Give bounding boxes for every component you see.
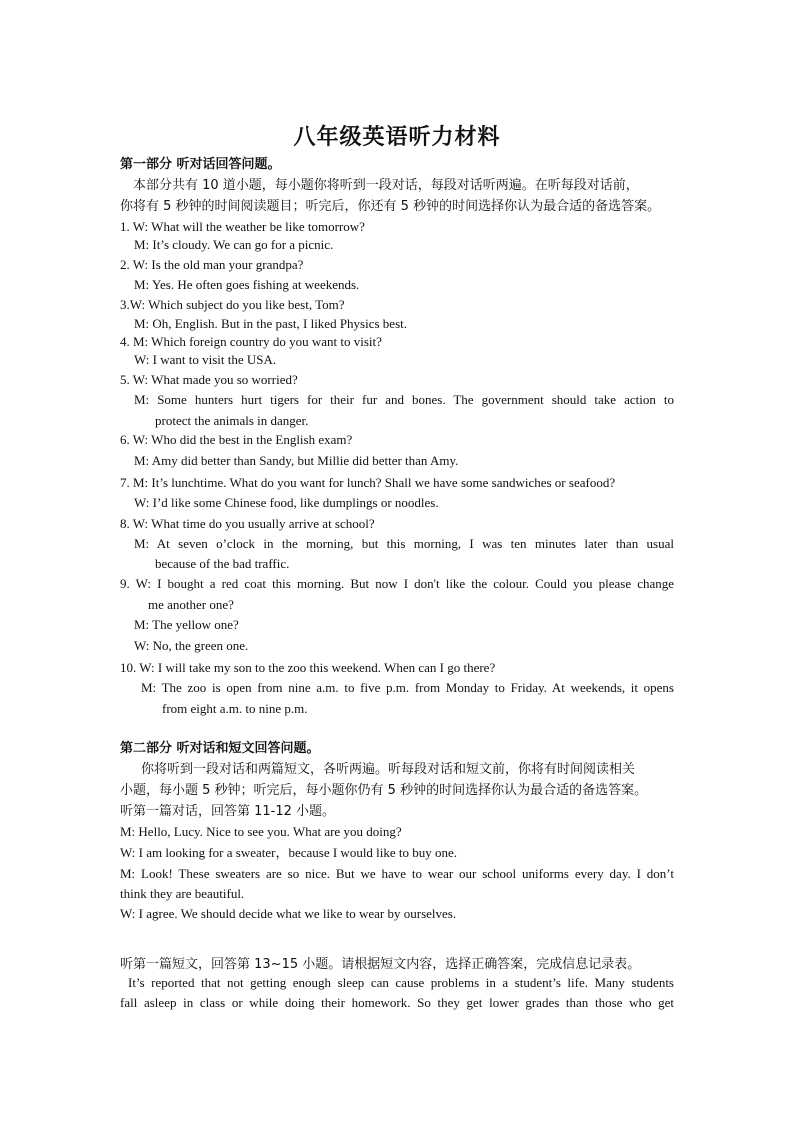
dialogue-line: W: I am looking for a sweater，because I would like to buy one. (120, 845, 458, 860)
part1-intro-line1: 本部分共有 10 道小题，每小题你将听到一段对话，每段对话听两遍。在听每段对话前， (133, 178, 639, 193)
part2-intro-line1: 你将听到一段对话和两篇短文，各听两遍。听每段对话和短文前，你将有时间阅读相关 (141, 762, 636, 777)
dialogue-line: W: I agree. We should decide what we like to wear by ourselves. (120, 906, 457, 921)
dialogue-line: 8. W: What time do you usually arrive at school? (120, 516, 375, 531)
dialogue-line: 2. W: Is the old man your grandpa? (120, 257, 304, 272)
dialogue-line: 6. W: Who did the best in the English exam? (120, 432, 353, 447)
dialogue-line: W: I’d like some Chinese food, like dumplings or noodles. (134, 495, 439, 510)
dialogue-line: M: Hello, Lucy. Nice to see you. What are you doing? (120, 824, 402, 839)
dialogue-line: M: At seven o’clock in the morning, but this morning, I was ten minutes later than usual (134, 536, 674, 551)
passage-intro: 听第一篇短文，回答第 13~15 小题。请根据短文内容，选择正确答案，完成信息记录表。 (120, 957, 641, 972)
dialogue-line: 10. W: I will take my son to the zoo this weekend. When can I go there? (120, 660, 496, 675)
dialogue-line: me another one? (148, 597, 234, 612)
dialogue-line: W: I want to visit the USA. (134, 352, 277, 367)
dialogue-line: 9. W: I bought a red coat this morning. But now I don't like the colour. Could you please change (120, 576, 674, 591)
dialogue-line: M: Yes. He often goes fishing at weekends. (134, 277, 360, 292)
dialogue-line: M: The zoo is open from nine a.m. to five p.m. from Monday to Friday. At weekends, it opens (141, 680, 674, 695)
document-title: 八年级英语听力材料 (293, 124, 501, 150)
dialogue-line: W: No, the green one. (134, 638, 249, 653)
part1-intro-line2: 你将有 5 秒钟的时间阅读题目；听完后，你还有 5 秒钟的时间选择你认为最合适的备选答案。 (120, 199, 661, 214)
dialogue-line: M: It’s cloudy. We can go for a picnic. (134, 237, 334, 252)
dialogue-intro: 听第一篇对话，回答第 11-12 小题。 (120, 804, 336, 819)
dialogue-line: 5. W: What made you so worried? (120, 372, 298, 387)
dialogue-line: 7. M: It’s lunchtime. What do you want for lunch? Shall we have some sandwiches or seafood? (120, 475, 616, 490)
dialogue-line: 3.W: Which subject do you like best, Tom? (120, 297, 345, 312)
dialogue-line: M: Amy did better than Sandy, but Millie did better than Amy. (134, 453, 459, 468)
dialogue-line: protect the animals in danger. (155, 413, 309, 428)
dialogue-line: M: Oh, English. But in the past, I liked Physics best. (134, 316, 407, 331)
dialogue-line: M: Some hunters hurt tigers for their fur and bones. The government should take action to (134, 392, 674, 407)
passage-line: fall asleep in class or while doing their homework. So they get lower grades than those who get (120, 995, 674, 1010)
part1-heading: 第一部分 听对话回答问题。 (120, 157, 281, 172)
dialogue-line: think they are beautiful. (120, 886, 245, 901)
passage-line: It’s reported that not getting enough sleep can cause problems in a student’s life. Many students (128, 975, 674, 990)
dialogue-line: 4. M: Which foreign country do you want to visit? (120, 334, 382, 349)
dialogue-line: because of the bad traffic. (155, 556, 290, 571)
dialogue-line: from eight a.m. to nine p.m. (162, 701, 308, 716)
dialogue-line: M: The yellow one? (134, 617, 239, 632)
dialogue-line: M: Look! These sweaters are so nice. But we have to wear our school uniforms every day. I don’t (120, 866, 674, 881)
part2-heading: 第二部分 听对话和短文回答问题。 (120, 741, 320, 756)
part2-intro-line2: 小题，每小题 5 秒钟；听完后，每小题你仍有 5 秒钟的时间选择你认为最合适的备选答案。 (120, 783, 648, 798)
dialogue-line: 1. W: What will the weather be like tomorrow? (120, 219, 365, 234)
